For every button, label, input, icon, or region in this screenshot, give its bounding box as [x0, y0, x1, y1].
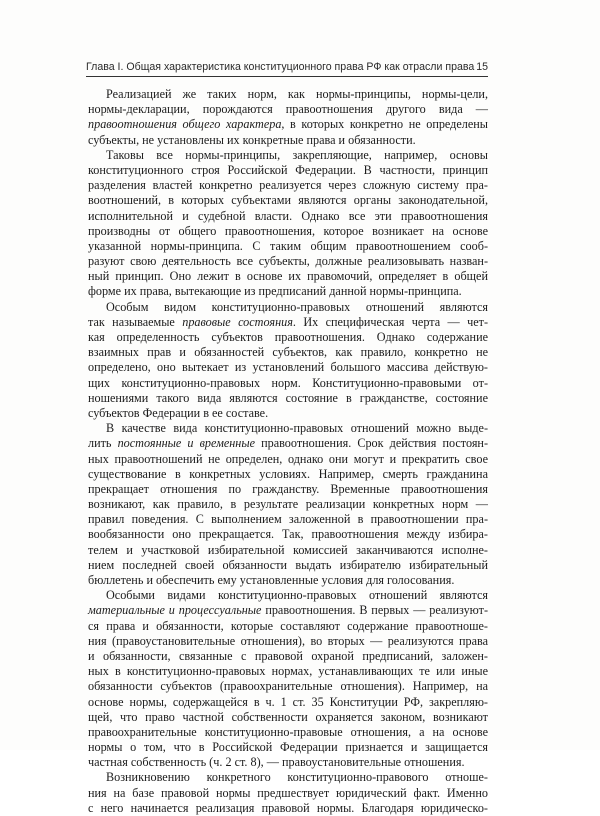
- text-line: основе нормы, содержащейся в ч. 1 ст. 35 Конституции РФ, закрепляю-: [88, 694, 488, 709]
- italic-term: постоянные и временные: [117, 436, 256, 451]
- text-line: определено, оно вытекает из установлений большого массива действую-: [88, 360, 488, 375]
- text-line: обязанности субъектов (правоохранительные отношения). Например, на: [88, 679, 488, 694]
- text-line: форме их права, вытекающие из предписаний данной нормы-принципа.: [88, 284, 462, 299]
- text-line: Возникновению конкретного конституционно-правового отноше-: [106, 770, 488, 785]
- text-line: правил поведения. С выполнением заложенной в правоотношении пра-: [88, 512, 488, 527]
- text-line: В качестве вида конституционно-правовых отношений можно выде-: [106, 421, 488, 436]
- text-line: нормы-декларации, порождаются правоотношения другого вида —: [88, 102, 488, 117]
- text-run: правоотношения. В первых — реализуют-: [261, 603, 488, 618]
- text-line: ных правоотношений не определен, однако они могут и прекратить свое: [88, 451, 488, 466]
- text-line: с него начинается реализация правовой нормы. Благодаря юридическо-: [88, 800, 488, 815]
- text-line: исполнительной и судебной власти. Однако все эти правоотношения: [88, 208, 488, 223]
- chapter-title: Глава I. Общая характеристика конституционного права РФ как отрасли права: [86, 61, 475, 73]
- text-run: так называемые: [88, 314, 183, 329]
- text-line: субъектов Федерации в ее составе.: [88, 405, 269, 420]
- text-line: правоохранительные конституционно-правовые отношения, а на основе: [88, 724, 488, 739]
- text-run: лить: [88, 436, 118, 451]
- text-line: частная собственность (ч. 2 ст. 8), — правоустановительные отношения.: [88, 755, 465, 770]
- text-line: Реализацией же таких норм, как нормы-принципы, нормы-цели,: [106, 87, 488, 101]
- text-line: возникают, как правило, в результате реализации конкретных норм —: [88, 497, 488, 512]
- text-line: нием последней своей обязанности выдать избирателю избирательный: [88, 557, 488, 572]
- text-line: разделения властей конкретно реализуется через сложную систему пра-: [88, 178, 488, 193]
- text-line: взаимных прав и обязанностей субъектов, как правило, конкретно не: [88, 345, 488, 360]
- text-line: производны от общего правоотношения, которое возникает на основе: [88, 223, 488, 238]
- body-text: [88, 87, 488, 816]
- text-line: и обязанности, связанные с правовой охраной предписаний, заложен-: [88, 648, 488, 663]
- text-line: Таковы все нормы-принципы, закрепляющие, например, основы: [106, 147, 488, 162]
- text-line: [88, 117, 488, 132]
- italic-term: правоотношения общего характера: [88, 117, 282, 132]
- italic-term: материальные и процессуальные: [88, 603, 262, 618]
- text-line: конституционного строя Российской Федерации. В частности, принцип: [88, 162, 488, 177]
- text-line: прекращает отношения по гражданству. Временные правоотношения: [88, 481, 488, 496]
- text-line: разуют свою деятельность все субъекты, должные реализовывать назван-: [88, 254, 488, 269]
- italic-term: правовые состояния: [182, 314, 293, 329]
- text-line: кая определенность субъектов правоотношения. Однако содержание: [88, 330, 488, 344]
- text-line: вообязанности оно прекращается. Так, правоотношения между избира-: [88, 527, 488, 542]
- text-line: ся права и обязанности, которые составляют содержание правоотноше-: [88, 618, 488, 633]
- text-line: субъекты, не установлены их конкретные права и обязанности.: [88, 132, 416, 147]
- text-line: ных в конституционно-правовых нормах, устанавливающих те или иные: [88, 664, 488, 679]
- text-line: воотношений, в которых субъектами являются органы законодательной,: [88, 193, 488, 208]
- text-run: , в которых конкретно не определены: [281, 117, 488, 132]
- text-line: Особыми видами конституционно-правовых отношений являются: [106, 588, 488, 603]
- text-line: щей, что право частной собственности охраняется законом, возникают: [88, 709, 488, 724]
- text-line: [88, 436, 488, 451]
- header-rule: [86, 76, 488, 77]
- text-line: [88, 603, 488, 618]
- text-line: Особым видом конституционно-правовых отношений являются: [106, 299, 488, 314]
- text-line: ния (правоустановительные отношения), во вторых — реализуются права: [88, 633, 488, 648]
- text-line: нормы о том, что в Российской Федерации признается и защищается: [88, 740, 488, 755]
- text-line: бюллетень и обеспечить ему установленные условия для голосования.: [88, 573, 455, 587]
- text-run: правоотношения. Срок действия постоян-: [255, 436, 489, 451]
- text-line: ношениями такого вида являются состояние в гражданстве, состояние: [88, 390, 488, 405]
- text-line: телем и участковой избирательной комиссией заканчиваются исполне-: [88, 542, 488, 557]
- text-line: ный принцип. Оно лежит в основе их правомочий, определяет в общей: [88, 269, 488, 284]
- text-line: ния на базе правовой нормы предшествует юридический факт. Именно: [88, 785, 488, 800]
- running-head: [86, 61, 488, 73]
- text-line: щих конституционно-правовых норм. Конституционно-правовыми от-: [88, 375, 488, 390]
- text-line: существование в конкретных условиях. Например, смерть гражданина: [88, 466, 488, 481]
- text-run: . Их специфическая черта — чет-: [292, 314, 489, 329]
- text-line: указанной нормы-принципа. С таким общим правоотношением сооб-: [88, 238, 488, 253]
- page-number: 15: [476, 61, 488, 73]
- text-line: [88, 315, 488, 330]
